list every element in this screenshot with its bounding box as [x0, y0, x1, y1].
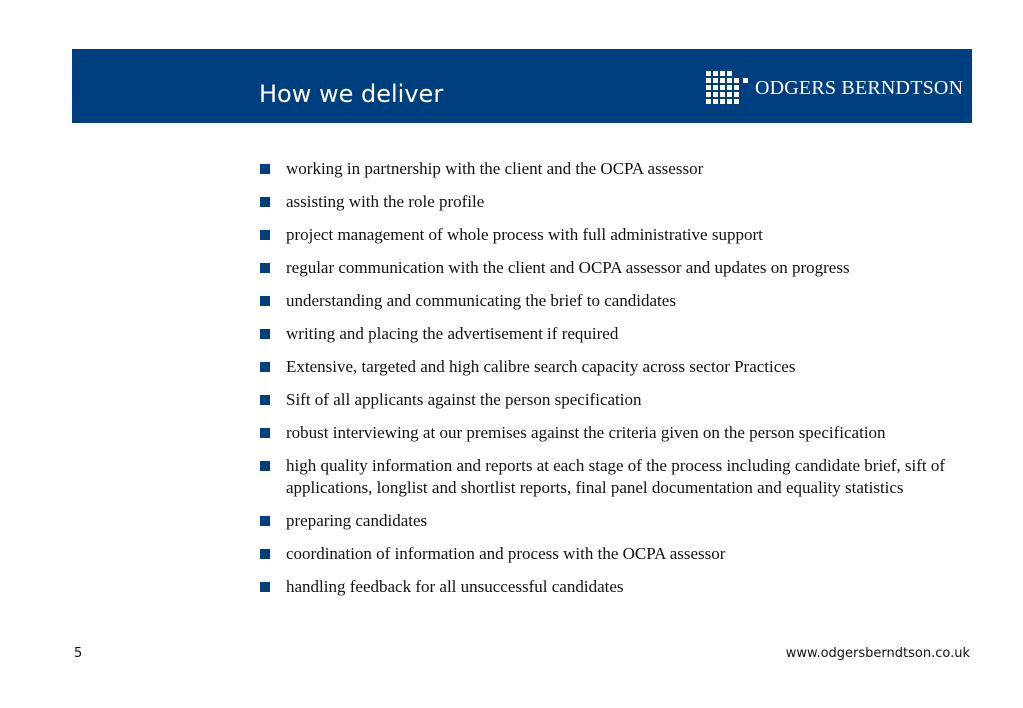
logo-dot-icon [743, 78, 748, 83]
square-bullet-icon [260, 296, 270, 306]
odgers-grid-logo-icon [706, 71, 739, 104]
list-item-text: handling feedback for all unsuccessful candidates [286, 577, 624, 596]
square-bullet-icon [260, 197, 270, 207]
list-item-text: understanding and communicating the brief to candidates [286, 291, 676, 310]
list-item-text: preparing candidates [286, 511, 428, 530]
bullet-list [258, 158, 958, 609]
square-bullet-icon [260, 263, 270, 273]
list-item [258, 224, 958, 246]
list-item [258, 576, 958, 598]
slide-title: How we deliver [259, 80, 444, 108]
square-bullet-icon [260, 428, 270, 438]
company-logo [706, 71, 963, 104]
footer-url: www.odgersberndtson.co.uk [785, 646, 970, 661]
list-item [258, 158, 958, 180]
slide-header [72, 49, 972, 123]
list-item-text: coordination of information and process with the OCPA assessor [286, 544, 726, 563]
list-item [258, 290, 958, 312]
square-bullet-icon [260, 516, 270, 526]
list-item-text: robust interviewing at our premises against the criteria given on the person specification [286, 423, 886, 442]
list-item-text: writing and placing the advertisement if required [286, 324, 619, 343]
list-item [258, 389, 958, 411]
list-item-text: working in partnership with the client and the OCPA assessor [286, 159, 704, 178]
list-item-text: Extensive, targeted and high calibre search capacity across sector Practices [286, 357, 796, 376]
list-item [258, 191, 958, 213]
list-item-text: Sift of all applicants against the person specification [286, 390, 642, 409]
list-item-text: high quality information and reports at each stage of the process including candidate brief, sift of applications, longlist and shortlist reports, final panel documentation and equality statistics [286, 456, 946, 497]
square-bullet-icon [260, 582, 270, 592]
list-item-text: regular communication with the client and OCPA assessor and updates on progress [286, 258, 850, 277]
page-number: 5 [74, 646, 83, 661]
square-bullet-icon [260, 362, 270, 372]
list-item [258, 356, 958, 378]
square-bullet-icon [260, 395, 270, 405]
logo-text: ODGERS BERNDTSON [755, 76, 964, 99]
list-item [258, 323, 958, 345]
list-item [258, 455, 958, 499]
square-bullet-icon [260, 329, 270, 339]
list-item [258, 257, 958, 279]
list-item-text: assisting with the role profile [286, 192, 485, 211]
square-bullet-icon [260, 230, 270, 240]
list-item-text: project management of whole process with full administrative support [286, 225, 763, 244]
list-item [258, 422, 958, 444]
square-bullet-icon [260, 461, 270, 471]
square-bullet-icon [260, 549, 270, 559]
list-item [258, 543, 958, 565]
list-item [258, 510, 958, 532]
square-bullet-icon [260, 164, 270, 174]
